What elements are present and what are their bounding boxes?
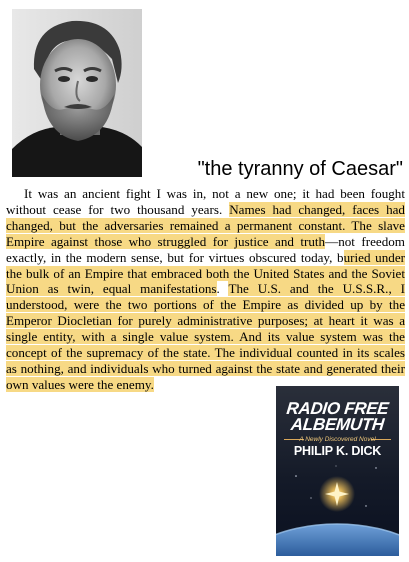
- author-portrait: [12, 9, 142, 177]
- paragraph-segment: —not freedom exactly, in the modern sense, but for virtues obscured today, b: [6, 233, 405, 265]
- paragraph-segment: .: [216, 281, 229, 297]
- highlighted-segment: uried under the bulk of an Empire that embraced both the United States and the Soviet Union as twin, equal manifestations: [6, 249, 405, 297]
- cover-title-line1: RADIO FREE: [285, 399, 390, 418]
- cover-subtitle: A Newly Discovered Novel: [299, 436, 376, 443]
- highlighted-segment: The U.S. and the U.S.S.R., I understood, were the two portions of the Empire as divided up by the Emperor Diocle: [6, 281, 405, 329]
- highlighted-segment: Names had changed, faces had changed, but the adversaries remained a permanent constant. The slave Empire against those who struggled for justice and truth: [6, 201, 405, 249]
- book-cover: [276, 386, 399, 556]
- quote-title: "the tyranny of Caesar": [197, 158, 403, 180]
- quote-paragraph: [6, 186, 405, 393]
- cover-title-line2: ALBEMUTH: [290, 415, 385, 434]
- highlighted-segment: tian for purely administrative purposes; at heart it was a single entity, with a single value system. And its value system was the concept of the supremacy of the state. The individual counted in its scales as nothing, and individuals who turned against the state and generated their own values were the enemy.: [6, 313, 406, 392]
- cover-author: PHILIP K. DICK: [293, 444, 382, 458]
- paragraph-segment: It was an ancient fight I was in, not a new one; it had been fought without cease for two thousand years.: [6, 186, 405, 217]
